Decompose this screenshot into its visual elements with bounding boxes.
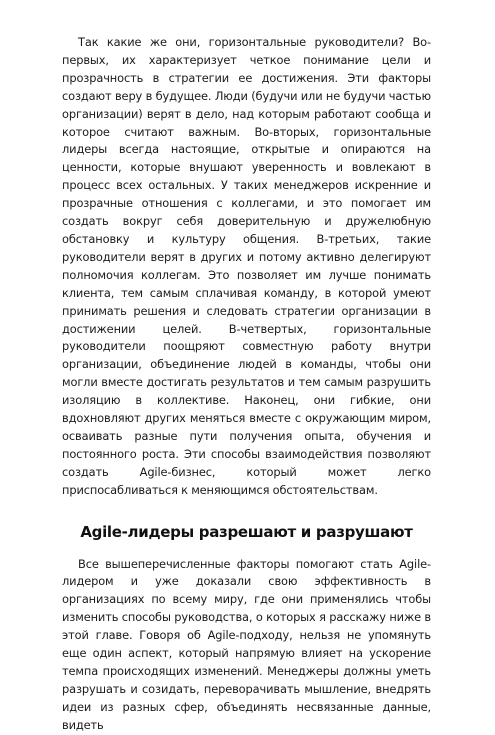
body-paragraph-1: Так какие же они, горизонтальные руководители? Во-первых, их характеризует четкое понимание цели и прозрачность в стратегии ее достижения. Эти факторы создают веру в будущее. Люди (будучи или не будучи частью организации) верят в дело, над которым работают сообща и которое считают важным. Во-вторых, горизонтальные лидеры всегда настоящие, открытые и опираются на ценности, которые внушают уверенность и вовлекают в процесс всех остальных. У таких менеджеров искренние и прозрачные отношения с коллегами, и это помогает им создать вокруг себя доверительную и дружелюбную обстановку и культуру общения. В-третьих, такие руководители верят в других и потому активно делегируют полномочия коллегам. Это позволяет им лучше понимать клиента, тем самым сплачивая команду, в которой умеют принимать решения и следовать стратегии организации в достижении целей. В-четвертых, горизонтальные руководители поощряют совместную работу внутри организации, объединение людей в команды, чтобы они могли вместе достигать результатов и тем самым разрушить изоляцию в коллективе. Наконец, они гибкие, они вдохновляют других меняться вместе с окружающим миром, осваивать разные пути получения опыта, обучения и постоянного роста. Эти способы взаимодействия позволяют создать Agile-бизнес, который может легко приспосабливаться к меняющимся обстоятельствам. bbox=[62, 35, 431, 497]
document-page bbox=[62, 34, 431, 735]
section-heading: Agile-лидеры разрешают и разрушают bbox=[80, 522, 413, 541]
body-paragraph-2: Все вышеперечисленные факторы помогают стать Agile-лидером и уже доказали свою эффективность в организациях по всему миру, где они применялись чтобы изменить способы руководства, о которых я расскажу ниже в этой главе. Говоря об Agile-подходу, нельзя не упомянуть еще один аспект, который напрямую влияет на ускорение темпа происходящих изменений. Менеджеры должны уметь разрушать и созидать, переворачивать мышление, внедрять идеи из разных сфер, объединять несвязанные данные, видеть bbox=[62, 556, 431, 732]
